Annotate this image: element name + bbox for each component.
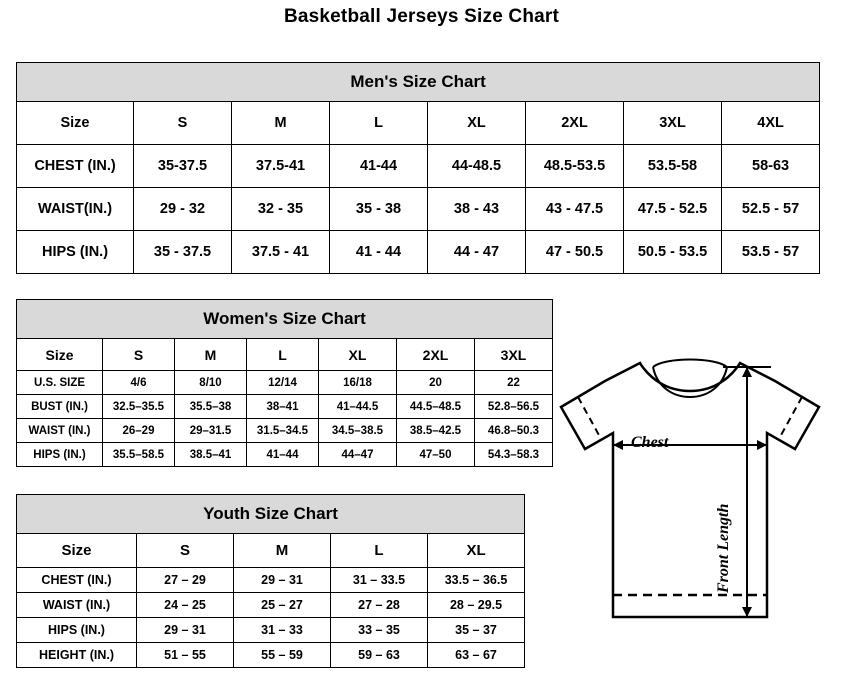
cell-chest-l: 41-44: [330, 145, 428, 188]
col-header-2xl: 2XL: [526, 102, 624, 145]
row-label-waist: WAIST (IN.): [17, 593, 137, 618]
cell-hips-4xl: 53.5 - 57: [722, 231, 820, 274]
cell-waist-2xl: 43 - 47.5: [526, 188, 624, 231]
cell-waist-m: 29–31.5: [175, 419, 247, 443]
cell-hips-s: 35.5–58.5: [103, 443, 175, 467]
col-header-l: L: [247, 339, 319, 371]
row-label-hips: HIPS (IN.): [17, 618, 137, 643]
cell-bust-m: 35.5–38: [175, 395, 247, 419]
col-header-2xl: 2XL: [397, 339, 475, 371]
cell-chest-2xl: 48.5-53.5: [526, 145, 624, 188]
cell-hips-l: 41–44: [247, 443, 319, 467]
cell-hips-3xl: 50.5 - 53.5: [624, 231, 722, 274]
table-caption-row: [17, 300, 553, 339]
cell-hips-2xl: 47 - 50.5: [526, 231, 624, 274]
mens-chart-caption: Men's Size Chart: [17, 63, 820, 102]
cell-chest-3xl: 53.5-58: [624, 145, 722, 188]
cell-chest-s: 35-37.5: [134, 145, 232, 188]
cell-hips-xl: 44–47: [319, 443, 397, 467]
col-header-3xl: 3XL: [624, 102, 722, 145]
cell-waist-m: 32 - 35: [232, 188, 330, 231]
table-row: [17, 395, 553, 419]
mens-size-chart-table: [16, 62, 820, 274]
cell-us-size-2xl: 20: [397, 371, 475, 395]
table-row: [17, 443, 553, 467]
cell-us-size-l: 12/14: [247, 371, 319, 395]
cell-waist-xl: 28 – 29.5: [428, 593, 525, 618]
table-row: [17, 371, 553, 395]
cell-waist-m: 25 – 27: [234, 593, 331, 618]
table-row: [17, 419, 553, 443]
cell-bust-3xl: 52.8–56.5: [475, 395, 553, 419]
col-header-m: M: [232, 102, 330, 145]
row-label-bust: BUST (IN.): [17, 395, 103, 419]
cell-waist-s: 29 - 32: [134, 188, 232, 231]
cell-bust-2xl: 44.5–48.5: [397, 395, 475, 419]
cell-hips-l: 41 - 44: [330, 231, 428, 274]
row-label-hips: HIPS (IN.): [17, 443, 103, 467]
cell-us-size-m: 8/10: [175, 371, 247, 395]
col-header-m: M: [234, 534, 331, 568]
cell-chest-s: 27 – 29: [137, 568, 234, 593]
youth-size-chart-table: [16, 494, 525, 668]
cell-hips-m: 38.5–41: [175, 443, 247, 467]
cell-chest-xl: 33.5 – 36.5: [428, 568, 525, 593]
table-caption-row: [17, 63, 820, 102]
page-title: Basketball Jerseys Size Chart: [283, 6, 560, 27]
cell-waist-3xl: 47.5 - 52.5: [624, 188, 722, 231]
table-row: [17, 618, 525, 643]
col-header-size: Size: [17, 102, 134, 145]
youth-chart-caption: Youth Size Chart: [17, 495, 525, 534]
cell-chest-xl: 44-48.5: [428, 145, 526, 188]
col-header-s: S: [103, 339, 175, 371]
col-header-l: L: [330, 102, 428, 145]
col-header-xl: XL: [319, 339, 397, 371]
cell-hips-l: 33 – 35: [331, 618, 428, 643]
jersey-measurement-diagram: [545, 345, 835, 670]
cell-hips-m: 31 – 33: [234, 618, 331, 643]
cell-waist-l: 27 – 28: [331, 593, 428, 618]
col-header-size: Size: [17, 534, 137, 568]
cell-hips-s: 35 - 37.5: [134, 231, 232, 274]
cell-waist-xl: 34.5–38.5: [319, 419, 397, 443]
row-label-hips: HIPS (IN.): [17, 231, 134, 274]
row-label-us-size: U.S. SIZE: [17, 371, 103, 395]
cell-waist-l: 31.5–34.5: [247, 419, 319, 443]
row-label-waist: WAIST (IN.): [17, 419, 103, 443]
front-length-label: Front Length: [715, 503, 732, 593]
col-header-s: S: [134, 102, 232, 145]
collar-arc: [653, 360, 727, 368]
cell-hips-2xl: 47–50: [397, 443, 475, 467]
col-header-size: Size: [17, 339, 103, 371]
row-label-chest: CHEST (IN.): [17, 145, 134, 188]
cell-height-l: 59 – 63: [331, 643, 428, 668]
col-header-l: L: [331, 534, 428, 568]
cell-waist-4xl: 52.5 - 57: [722, 188, 820, 231]
cell-chest-m: 29 – 31: [234, 568, 331, 593]
table-row: [17, 145, 820, 188]
cell-hips-m: 37.5 - 41: [232, 231, 330, 274]
shirt-body-path: [561, 363, 819, 617]
row-label-height: HEIGHT (IN.): [17, 643, 137, 668]
row-label-waist: WAIST(IN.): [17, 188, 134, 231]
cell-hips-3xl: 54.3–58.3: [475, 443, 553, 467]
cell-height-s: 51 – 55: [137, 643, 234, 668]
cell-waist-xl: 38 - 43: [428, 188, 526, 231]
cell-chest-4xl: 58-63: [722, 145, 820, 188]
cell-chest-l: 31 – 33.5: [331, 568, 428, 593]
table-row: [17, 568, 525, 593]
cell-hips-xl: 44 - 47: [428, 231, 526, 274]
cell-waist-l: 35 - 38: [330, 188, 428, 231]
table-row: [17, 231, 820, 274]
col-header-xl: XL: [428, 102, 526, 145]
cell-waist-3xl: 46.8–50.3: [475, 419, 553, 443]
cell-waist-s: 26–29: [103, 419, 175, 443]
table-header-row: [17, 534, 525, 568]
cell-hips-xl: 35 – 37: [428, 618, 525, 643]
cell-bust-l: 38–41: [247, 395, 319, 419]
cell-us-size-xl: 16/18: [319, 371, 397, 395]
col-header-3xl: 3XL: [475, 339, 553, 371]
cell-waist-2xl: 38.5–42.5: [397, 419, 475, 443]
table-row: [17, 643, 525, 668]
chest-label: Chest: [631, 434, 669, 451]
cell-height-m: 55 – 59: [234, 643, 331, 668]
cell-waist-s: 24 – 25: [137, 593, 234, 618]
col-header-m: M: [175, 339, 247, 371]
jersey-outline-svg: [545, 345, 835, 670]
cell-bust-xl: 41–44.5: [319, 395, 397, 419]
col-header-xl: XL: [428, 534, 525, 568]
row-label-chest: CHEST (IN.): [17, 568, 137, 593]
womens-size-chart-table: [16, 299, 553, 467]
table-caption-row: [17, 495, 525, 534]
womens-chart-caption: Women's Size Chart: [17, 300, 553, 339]
col-header-4xl: 4XL: [722, 102, 820, 145]
table-header-row: [17, 339, 553, 371]
cell-bust-s: 32.5–35.5: [103, 395, 175, 419]
cell-us-size-s: 4/6: [103, 371, 175, 395]
table-row: [17, 188, 820, 231]
cell-height-xl: 63 – 67: [428, 643, 525, 668]
cell-hips-s: 29 – 31: [137, 618, 234, 643]
table-header-row: [17, 102, 820, 145]
table-row: [17, 593, 525, 618]
cell-chest-m: 37.5-41: [232, 145, 330, 188]
col-header-s: S: [137, 534, 234, 568]
cell-us-size-3xl: 22: [475, 371, 553, 395]
